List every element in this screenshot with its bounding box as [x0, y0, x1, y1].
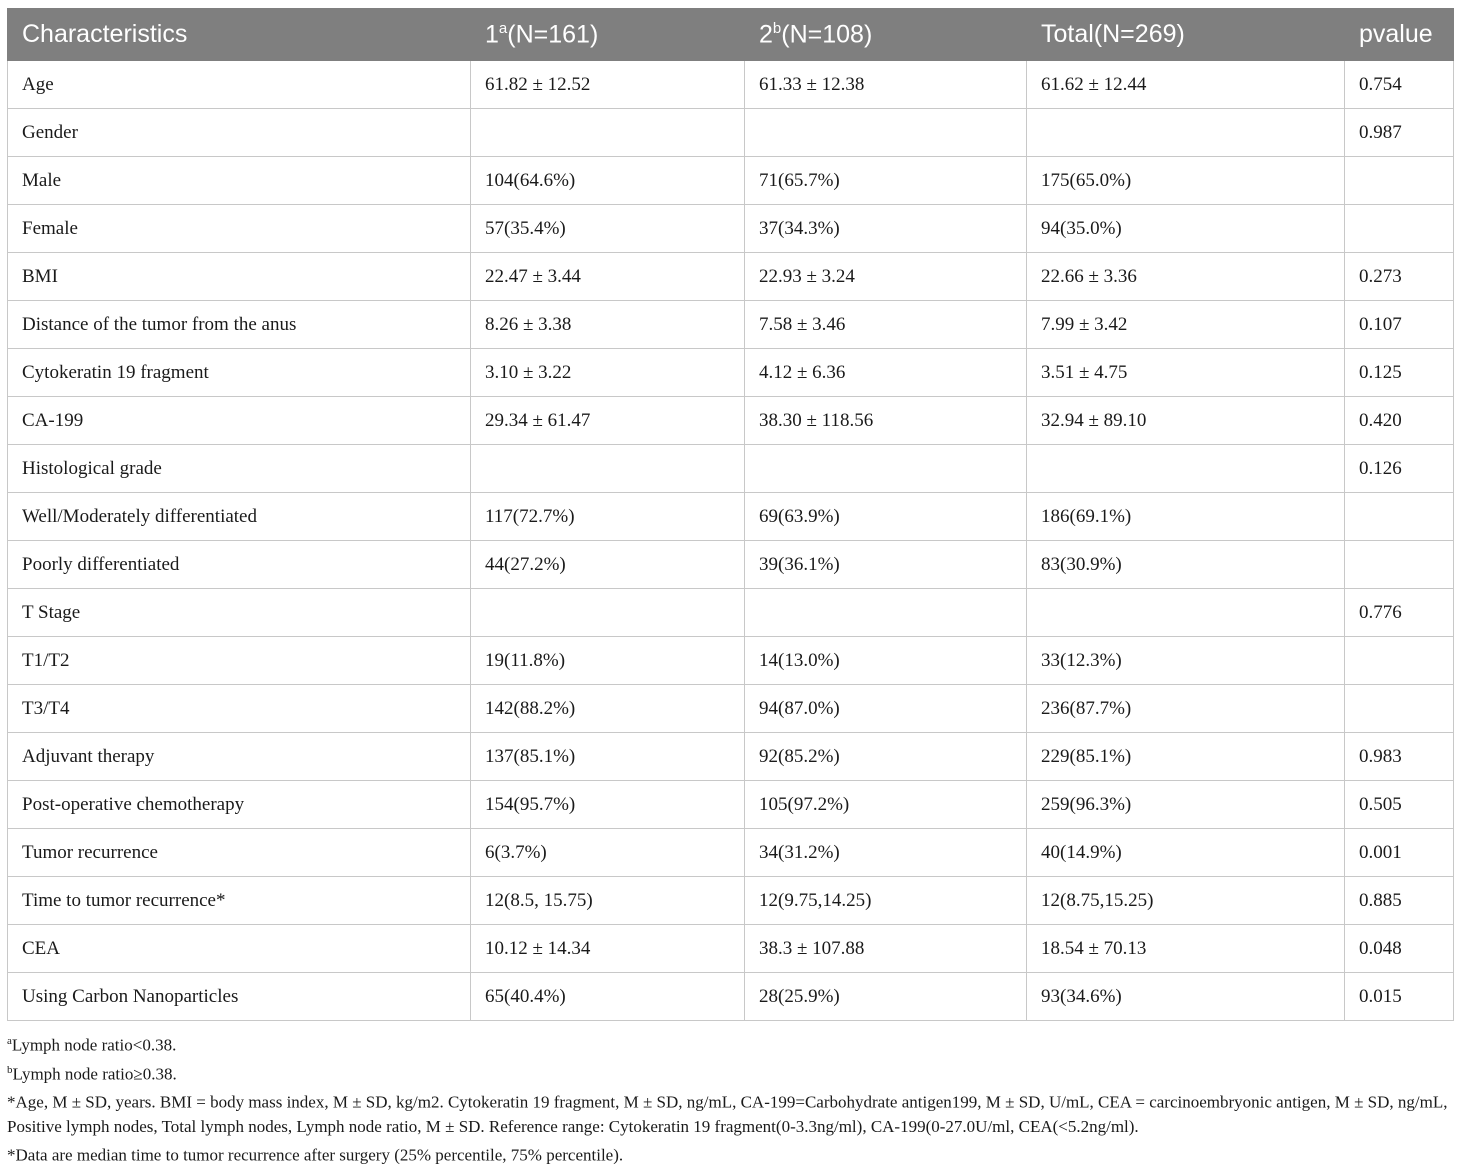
cell-pvalue: 0.505: [1345, 781, 1454, 829]
table-row: [8, 973, 1454, 1021]
header-pvalue: [1345, 9, 1454, 61]
cell-group-1: 22.47 ± 3.44: [471, 253, 745, 301]
cell-characteristic: CA-199: [8, 397, 471, 445]
cell-characteristic: T Stage: [8, 589, 471, 637]
cell-characteristic: Using Carbon Nanoparticles: [8, 973, 471, 1021]
cell-pvalue: 0.776: [1345, 589, 1454, 637]
cell-group-1: 142(88.2%): [471, 685, 745, 733]
cell-total: 93(34.6%): [1027, 973, 1345, 1021]
cell-group-1: 19(11.8%): [471, 637, 745, 685]
table-row: [8, 589, 1454, 637]
cell-total: 40(14.9%): [1027, 829, 1345, 877]
table-row: [8, 493, 1454, 541]
header-group-1: [471, 9, 745, 61]
characteristics-table: [7, 8, 1454, 1021]
cell-group-1: 61.82 ± 12.52: [471, 61, 745, 109]
footnote-marker: a: [7, 1035, 12, 1047]
header-count: (N=161): [507, 20, 599, 49]
cell-pvalue: 0.754: [1345, 61, 1454, 109]
footnote-text: *Age, M ± SD, years. BMI = body mass index, M ± SD, kg/m2. Cytokeratin 19 fragment, M ± SD, ng/mL, CA-199=Carbohydrate antigen199, M ± SD, U/mL, CEA = carcinoembryonic antigen, M ± SD, ng/mL, Positive lymph nodes, Total lymph nodes, Lymph node ratio, M ± SD. Reference range: Cytokeratin 19 fragment(0-3.3ng/ml), CA-199(0-27.0U/ml, CEA(<5.2ng/ml).: [7, 1092, 1448, 1136]
header-row: [8, 9, 1454, 61]
cell-group-1: 29.34 ± 61.47: [471, 397, 745, 445]
cell-group-2: 28(25.9%): [745, 973, 1027, 1021]
table-row: [8, 829, 1454, 877]
header-label: 1: [485, 20, 499, 49]
footnote: [7, 1058, 1453, 1087]
header-label: 2: [759, 20, 773, 49]
cell-pvalue: 0.273: [1345, 253, 1454, 301]
cell-group-1: 65(40.4%): [471, 973, 745, 1021]
cell-pvalue: 0.048: [1345, 925, 1454, 973]
table-row: [8, 685, 1454, 733]
cell-pvalue: 0.420: [1345, 397, 1454, 445]
cell-total: 259(96.3%): [1027, 781, 1345, 829]
cell-pvalue: 0.885: [1345, 877, 1454, 925]
cell-total: 186(69.1%): [1027, 493, 1345, 541]
cell-total: 236(87.7%): [1027, 685, 1345, 733]
table-row: [8, 253, 1454, 301]
cell-characteristic: Female: [8, 205, 471, 253]
cell-pvalue: [1345, 493, 1454, 541]
cell-group-2: 94(87.0%): [745, 685, 1027, 733]
cell-pvalue: [1345, 205, 1454, 253]
table-row: [8, 349, 1454, 397]
cell-characteristic: CEA: [8, 925, 471, 973]
cell-group-1: 12(8.5, 15.75): [471, 877, 745, 925]
table-row: [8, 205, 1454, 253]
cell-group-2: 7.58 ± 3.46: [745, 301, 1027, 349]
cell-group-2: 34(31.2%): [745, 829, 1027, 877]
table-row: [8, 925, 1454, 973]
table-row: [8, 301, 1454, 349]
cell-pvalue: 0.015: [1345, 973, 1454, 1021]
table-row: [8, 61, 1454, 109]
table-row: [8, 157, 1454, 205]
cell-characteristic: Post-operative chemotherapy: [8, 781, 471, 829]
footnote-text: Lymph node ratio<0.38.: [11, 1035, 177, 1055]
cell-group-1: 137(85.1%): [471, 733, 745, 781]
cell-characteristic: Gender: [8, 109, 471, 157]
header-characteristics: [8, 9, 471, 61]
cell-group-1: 8.26 ± 3.38: [471, 301, 745, 349]
cell-total: [1027, 109, 1345, 157]
cell-group-1: 6(3.7%): [471, 829, 745, 877]
cell-group-1: 44(27.2%): [471, 541, 745, 589]
footnote-text: *Data are median time to tumor recurrence after surgery (25% percentile, 75% percentile).: [7, 1145, 624, 1165]
cell-total: 61.62 ± 12.44: [1027, 61, 1345, 109]
cell-characteristic: Male: [8, 157, 471, 205]
table-body: [8, 61, 1454, 1021]
cell-total: 229(85.1%): [1027, 733, 1345, 781]
cell-total: [1027, 589, 1345, 637]
cell-pvalue: [1345, 157, 1454, 205]
header-label: Characteristics: [22, 20, 188, 48]
cell-characteristic: Cytokeratin 19 fragment: [8, 349, 471, 397]
cell-characteristic: Well/Moderately differentiated: [8, 493, 471, 541]
cell-pvalue: 0.125: [1345, 349, 1454, 397]
cell-group-2: [745, 445, 1027, 493]
table-row: [8, 877, 1454, 925]
cell-total: 22.66 ± 3.36: [1027, 253, 1345, 301]
cell-group-1: 10.12 ± 14.34: [471, 925, 745, 973]
cell-characteristic: T3/T4: [8, 685, 471, 733]
cell-characteristic: Time to tumor recurrence*: [8, 877, 471, 925]
footnote: [7, 1139, 1453, 1168]
cell-total: 12(8.75,15.25): [1027, 877, 1345, 925]
cell-characteristic: Tumor recurrence: [8, 829, 471, 877]
cell-total: 7.99 ± 3.42: [1027, 301, 1345, 349]
cell-group-2: 61.33 ± 12.38: [745, 61, 1027, 109]
cell-total: [1027, 445, 1345, 493]
cell-pvalue: [1345, 637, 1454, 685]
table-row: [8, 445, 1454, 493]
table-row: [8, 781, 1454, 829]
table-row: [8, 637, 1454, 685]
footnote-marker: b: [7, 1063, 13, 1076]
cell-group-1: 104(64.6%): [471, 157, 745, 205]
table-header: [8, 9, 1454, 61]
cell-total: 32.94 ± 89.10: [1027, 397, 1345, 445]
header-count: (N=108): [781, 20, 873, 49]
cell-group-2: 39(36.1%): [745, 541, 1027, 589]
cell-group-2: [745, 589, 1027, 637]
cell-total: 33(12.3%): [1027, 637, 1345, 685]
header-group-2: [745, 9, 1027, 61]
cell-total: 175(65.0%): [1027, 157, 1345, 205]
cell-pvalue: [1345, 541, 1454, 589]
cell-group-2: 105(97.2%): [745, 781, 1027, 829]
footnote: [7, 1086, 1453, 1139]
cell-characteristic: T1/T2: [8, 637, 471, 685]
cell-total: 83(30.9%): [1027, 541, 1345, 589]
cell-characteristic: Distance of the tumor from the anus: [8, 301, 471, 349]
header-label: pvalue: [1359, 20, 1433, 48]
cell-total: 94(35.0%): [1027, 205, 1345, 253]
table-row: [8, 733, 1454, 781]
cell-group-2: 38.3 ± 107.88: [745, 925, 1027, 973]
cell-group-1: 57(35.4%): [471, 205, 745, 253]
header-footnote-marker: a: [498, 19, 508, 37]
cell-group-2: 38.30 ± 118.56: [745, 397, 1027, 445]
header-label: Total(N=269): [1041, 20, 1185, 48]
cell-group-1: 117(72.7%): [471, 493, 745, 541]
cell-characteristic: BMI: [8, 253, 471, 301]
table-container: [7, 8, 1453, 1168]
table-footnotes: [7, 1029, 1453, 1168]
cell-characteristic: Adjuvant therapy: [8, 733, 471, 781]
cell-characteristic: Poorly differentiated: [8, 541, 471, 589]
cell-total: 3.51 ± 4.75: [1027, 349, 1345, 397]
cell-characteristic: Histological grade: [8, 445, 471, 493]
cell-group-2: 14(13.0%): [745, 637, 1027, 685]
cell-pvalue: 0.983: [1345, 733, 1454, 781]
header-total: [1027, 9, 1345, 61]
cell-group-1: 154(95.7%): [471, 781, 745, 829]
cell-group-2: 69(63.9%): [745, 493, 1027, 541]
cell-characteristic: Age: [8, 61, 471, 109]
table-row: [8, 109, 1454, 157]
cell-pvalue: [1345, 685, 1454, 733]
table-row: [8, 541, 1454, 589]
cell-group-2: [745, 109, 1027, 157]
cell-group-2: 12(9.75,14.25): [745, 877, 1027, 925]
cell-group-1: 3.10 ± 3.22: [471, 349, 745, 397]
cell-group-1: [471, 109, 745, 157]
footnote: [7, 1029, 1453, 1058]
cell-pvalue: 0.001: [1345, 829, 1454, 877]
cell-group-1: [471, 589, 745, 637]
cell-group-2: 37(34.3%): [745, 205, 1027, 253]
cell-group-2: 92(85.2%): [745, 733, 1027, 781]
cell-group-2: 71(65.7%): [745, 157, 1027, 205]
header-footnote-marker: b: [772, 19, 782, 37]
table-row: [8, 397, 1454, 445]
cell-pvalue: 0.107: [1345, 301, 1454, 349]
cell-total: 18.54 ± 70.13: [1027, 925, 1345, 973]
footnote-text: Lymph node ratio≥0.38.: [12, 1064, 177, 1084]
cell-pvalue: 0.987: [1345, 109, 1454, 157]
cell-group-2: 22.93 ± 3.24: [745, 253, 1027, 301]
cell-pvalue: 0.126: [1345, 445, 1454, 493]
cell-group-1: [471, 445, 745, 493]
cell-group-2: 4.12 ± 6.36: [745, 349, 1027, 397]
